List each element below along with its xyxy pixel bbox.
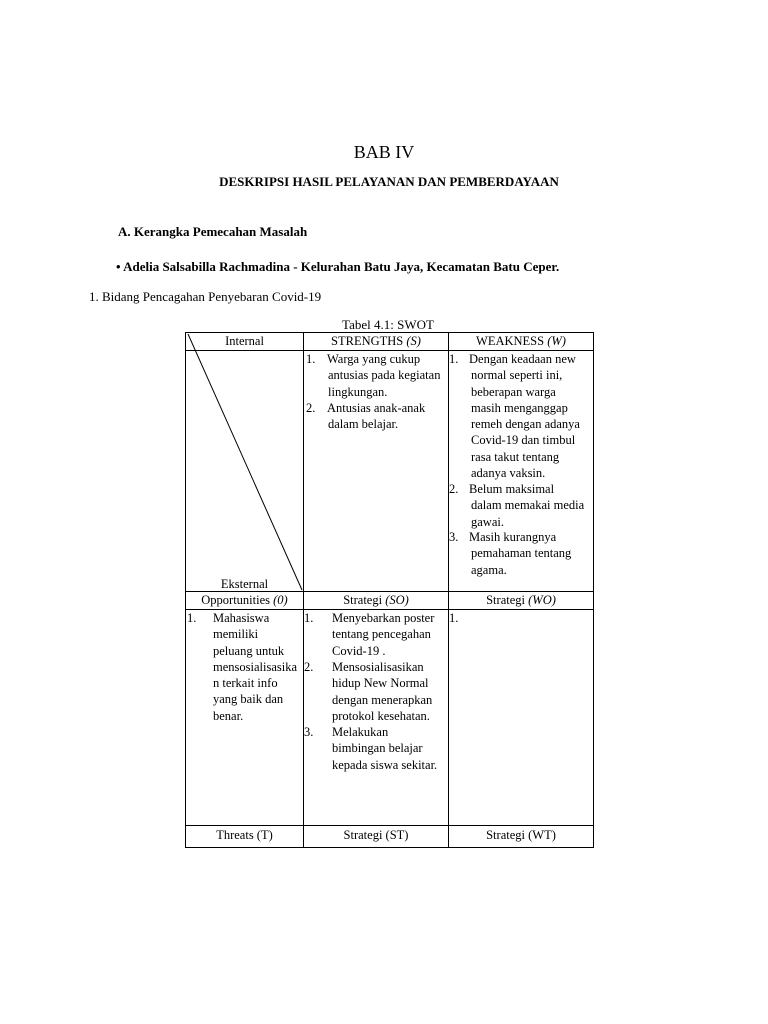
strength-item-2-num: 2. [306,401,316,415]
so-item-3-line-1: Melakukan [332,725,389,739]
chapter-subtitle: DESKRIPSI HASIL PELAYANAN DAN PEMBERDAYAAN [219,174,559,189]
strengths-code: (S) [406,334,421,348]
opportunity-item-1-line-1: Mahasiswa [213,611,270,625]
weakness-item-3 [449,529,571,578]
weakness-code: (W) [547,334,566,348]
so-item-2-line-2: hidup New Normal [332,676,429,691]
weakness-item-1 [449,351,580,481]
opportunity-item-1-line-6: yang baik dan [213,692,284,707]
wo-item-1 [449,610,458,626]
weakness-item-1-line-1: Dengan keadaan new [469,352,576,366]
weakness-item-1-line-2: normal seperti ini, [471,368,563,383]
weakness-item-2-line-2: dalam memakai media [471,498,585,513]
strength-item-1-line-3: lingkungan. [328,384,388,399]
so-item-2-line-1: Mensosialisasikan [332,660,424,674]
so-header-text: Strategi [343,593,386,607]
strengths-header [304,333,448,349]
so-item-3 [304,724,437,773]
wo-item-1-num: 1. [449,611,459,625]
chapter-title: BAB IV [353,142,415,162]
so-item-3-line-2: bimbingan belajar [332,741,423,756]
corner-eksternal-label: Eksternal [220,577,269,591]
threats-header: Threats (T) [216,828,273,842]
so-item-3-line-3: kepada siswa sekitar. [332,757,438,772]
strength-item-1 [306,351,440,400]
weakness-item-1-line-5: remeh dengan adanya [471,417,580,432]
weakness-item-3-line-1: Masih kurangnya [469,530,557,544]
weakness-item-2-line-3: gawai. [471,514,504,529]
corner-diagonal [188,334,302,590]
opportunities-header-text: Opportunities [201,593,274,607]
section-title: A. Kerangka Pemecahan Masalah [118,224,308,239]
weakness-item-2-line-1: Belum maksimal [469,482,555,496]
corner-internal-label: Internal [225,334,264,348]
opportunity-item-1 [187,610,297,724]
opportunity-item-1-line-5: n terkait info [213,676,278,691]
so-item-1-line-3: Covid-19 . [332,643,386,658]
opportunity-item-1-line-4: mensosialisasika [213,659,298,674]
opportunity-item-1-num: 1. [187,611,197,625]
opportunities-header [186,592,303,608]
strength-item-1-num: 1. [306,352,316,366]
so-code: (SO) [385,593,409,607]
opportunity-item-1-line-3: peluang untuk [213,643,285,658]
weakness-item-3-line-2: pemahaman tentang [471,546,572,561]
weakness-item-1-line-6: Covid-19 dan timbul [471,433,576,448]
wo-code: (WO) [528,593,556,607]
subsection-title: 1. Bidang Pencagahan Penyebaran Covid-19 [89,289,322,304]
strength-item-2-line-2: dalam belajar. [328,417,399,432]
st-header: Strategi (ST) [343,828,409,842]
opportunities-code: (0) [273,593,288,607]
so-item-2 [304,659,432,724]
weakness-item-1-line-7: rasa takut tentang [471,449,560,464]
so-item-2-line-3: dengan menerapkan [332,692,433,707]
weakness-header [449,333,593,349]
opportunity-item-1-line-7: benar. [213,708,244,723]
so-item-1-line-1: Menyebarkan poster [332,611,435,625]
so-item-3-num: 3. [304,725,314,739]
so-item-1-line-2: tentang pencegahan [332,627,431,642]
so-item-1-num: 1. [304,611,314,625]
so-item-2-num: 2. [304,660,314,674]
strength-item-1-line-2: antusias pada kegiatan [328,368,441,383]
so-header [304,592,448,608]
weakness-item-1-line-4: masih menganggap [471,400,568,415]
weakness-item-1-num: 1. [449,352,459,366]
author-bullet: • Adelia Salsabilla Rachmadina - Kelurahan Batu Jaya, Kecamatan Batu Ceper. [116,259,560,274]
so-item-2-line-4: protokol kesehatan. [332,708,430,723]
weakness-item-3-num: 3. [449,530,459,544]
weakness-item-3-line-3: agama. [471,562,507,577]
wt-header: Strategi (WT) [486,828,556,842]
weakness-item-2-num: 2. [449,482,459,496]
strengths-header-text: STRENGTHS [331,334,407,348]
weakness-item-1-line-8: adanya vaksin. [471,466,546,481]
wo-header [449,592,593,608]
opportunity-item-1-line-2: memiliki [213,627,259,642]
weakness-header-text: WEAKNESS [476,334,548,348]
weakness-item-2 [449,481,584,530]
strength-item-2-line-1: Antusias anak-anak [327,401,426,415]
weakness-item-1-line-3: beberapan warga [471,384,556,399]
so-item-1 [304,610,434,659]
wo-header-text: Strategi [486,593,529,607]
strength-item-2 [306,400,425,433]
strength-item-1-line-1: Warga yang cukup [327,352,421,366]
table-caption: Tabel 4.1: SWOT [342,317,434,332]
